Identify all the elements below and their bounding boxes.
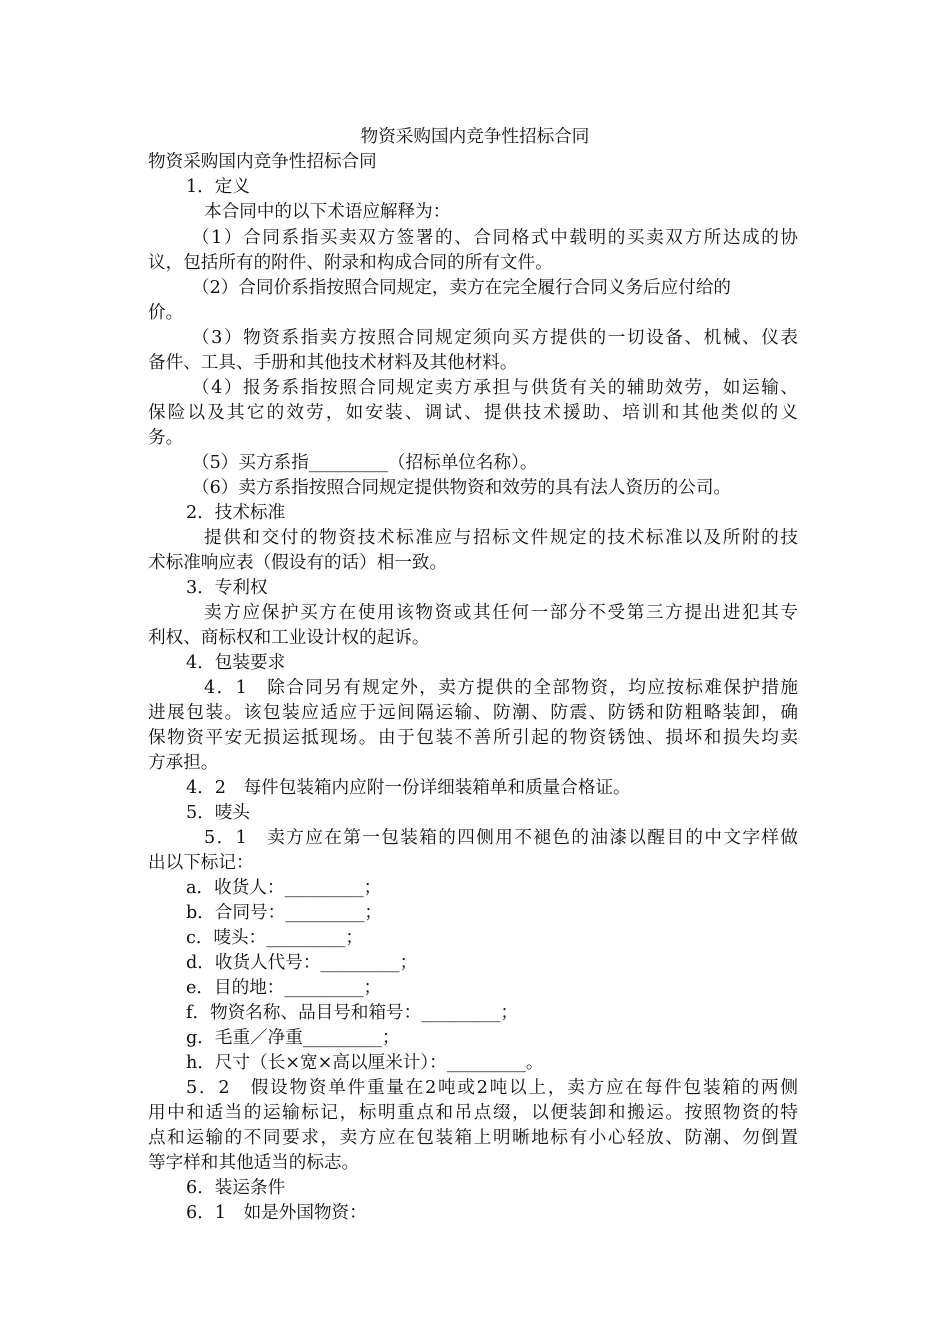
paragraph-line: 用中和适当的运输标记，标明重点和吊点缀，以便装卸和搬运。按照物资的特 <box>148 1103 798 1123</box>
paragraph-line: 务。 <box>148 428 184 448</box>
paragraph-line: 5．2 假设物资单件重量在2吨或2吨以上，卖方应在每件包装箱的两侧 <box>186 1078 798 1098</box>
list-item: f．物资名称、品目号和箱号：_________； <box>186 1003 518 1023</box>
paragraph-line: 保物资平安无损运抵现场。由于包装不善所引起的物资锈蚀、损坏和损失均卖 <box>148 728 798 748</box>
paragraph-line: 4．2 每件包装箱内应附一份详细装箱单和质量合格证。 <box>186 778 631 798</box>
list-item: e．目的地：_________； <box>186 978 382 998</box>
paragraph-line: 进展包装。该包装应适应于远间隔运输、防潮、防震、防锈和防粗略装卸，确 <box>148 703 798 723</box>
paragraph-line: 议，包括所有的附件、附录和构成合同的所有文件。 <box>148 253 553 273</box>
section-heading: 6．装运条件 <box>186 1178 286 1198</box>
list-item: g．毛重／净重_________； <box>186 1028 400 1048</box>
paragraph-line: （1）合同系指买卖双方签署的、合同格式中载明的买卖双方所达成的协 <box>192 228 798 248</box>
paragraph-line: 点和运输的不同要求，卖方应在包装箱上明晰地标有小心轻放、防潮、勿倒置 <box>148 1128 798 1148</box>
paragraph-line: 等字样和其他适当的标志。 <box>148 1153 360 1173</box>
section-heading: 5．唛头 <box>186 803 250 823</box>
paragraph-line: 价。 <box>148 303 184 323</box>
paragraph-line: （2）合同价系指按照合同规定，卖方在完全履行合同义务后应付给的 <box>192 278 732 298</box>
list-item: d．收货人代号：_________； <box>186 953 418 973</box>
document-title: 物资采购国内竞争性招标合同 <box>360 127 590 147</box>
section-heading: 1．定义 <box>186 177 250 197</box>
paragraph-line: 保险以及其它的效劳，如安装、调试、提供技术援助、培训和其他类似的义 <box>148 403 798 423</box>
list-item: h．尺寸（长×宽×高以厘米计）：_________。 <box>186 1053 544 1073</box>
list-item: b．合同号：_________； <box>186 903 382 923</box>
paragraph-line: 术标准响应表（假设有的话）相一致。 <box>148 553 448 573</box>
paragraph-line: 备件、工具、手册和其他技术材料及其他材料。 <box>148 353 518 373</box>
section-heading: 4．包装要求 <box>186 653 286 673</box>
paragraph-line: 5．1 卖方应在第一包装箱的四侧用不褪色的油漆以醒目的中文字样做 <box>204 828 798 848</box>
paragraph-line: 本合同中的以下术语应解释为： <box>204 202 451 222</box>
paragraph-line: 提供和交付的物资技术标准应与招标文件规定的技术标准以及所附的技 <box>204 528 798 548</box>
paragraph-line: 卖方应保护买方在使用该物资或其任何一部分不受第三方提出进犯其专 <box>204 603 798 623</box>
paragraph-line: （6）卖方系指按照合同规定提供物资和效劳的具有法人资历的公司。 <box>192 478 732 498</box>
list-item: c．唛头：_________； <box>186 928 363 948</box>
paragraph-line: （4）报务系指按照合同规定卖方承担与供货有关的辅助效劳，如运输、 <box>192 378 798 398</box>
paragraph-line: 4．1 除合同另有规定外，卖方提供的全部物资，均应按标难保护措施 <box>204 678 798 698</box>
paragraph-line: 利权、商标权和工业设计权的起诉。 <box>148 628 430 648</box>
paragraph-line: （5）买方系指_________（招标单位名称）。 <box>192 453 538 473</box>
paragraph-line: （3）物资系指卖方按照合同规定须向买方提供的一切设备、机械、仪表 <box>192 328 798 348</box>
list-item: a．收货人：_________； <box>186 878 382 898</box>
paragraph-line: 6．1 如是外国物资： <box>186 1203 367 1223</box>
section-heading: 2．技术标准 <box>186 503 286 523</box>
section-heading: 3．专利权 <box>186 578 268 598</box>
paragraph-line: 出以下标记： <box>148 853 254 873</box>
paragraph-line: 方承担。 <box>148 753 219 773</box>
document-heading: 物资采购国内竞争性招标合同 <box>148 152 377 172</box>
